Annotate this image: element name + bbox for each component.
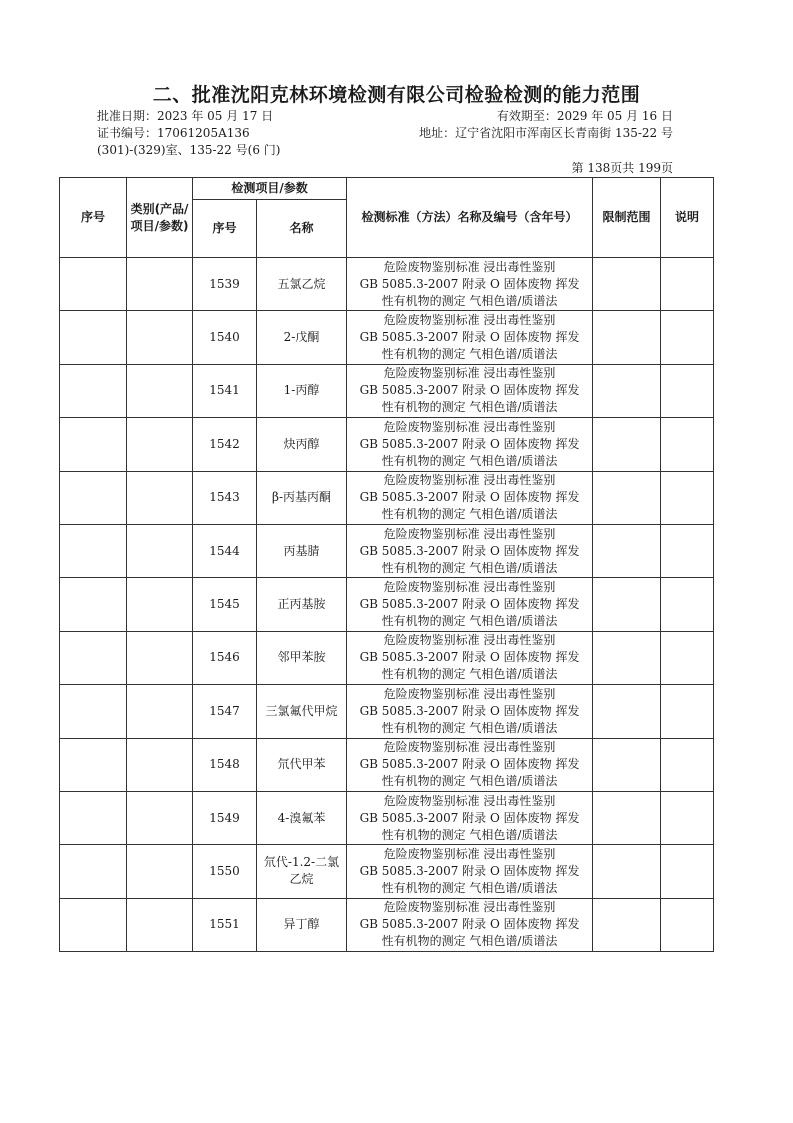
table-row (60, 631, 714, 684)
header-category: 类别(产品/项目/参数) (127, 178, 193, 258)
standard-line-3: 性有机物的测定 气相色谱/质谱法 (381, 774, 558, 789)
standard-line-1: 危险废物鉴别标准 浸出毒性鉴别 (383, 366, 556, 381)
standard-line-1: 危险废物鉴别标准 浸出毒性鉴别 (383, 580, 556, 595)
row-item-number: 1551 (193, 898, 257, 951)
standard-line-2: GB 5085.3-2007 附录 O 固体废物 挥发 (359, 276, 580, 291)
row-note (661, 898, 714, 951)
row-item-name: 邻甲苯胺 (257, 631, 347, 684)
row-category (127, 578, 193, 631)
row-note (661, 631, 714, 684)
row-note (661, 578, 714, 631)
standard-line-1: 危险废物鉴别标准 浸出毒性鉴别 (383, 686, 556, 701)
row-category (127, 791, 193, 844)
row-seq (60, 898, 127, 951)
row-note (661, 845, 714, 898)
header-item-name: 名称 (257, 200, 347, 258)
row-item-name: 氘代甲苯 (257, 738, 347, 791)
row-limit (593, 845, 661, 898)
row-limit (593, 311, 661, 364)
row-category (127, 524, 193, 577)
standard-line-2: GB 5085.3-2007 附录 O 固体废物 挥发 (359, 810, 580, 825)
standard-line-3: 性有机物的测定 气相色谱/质谱法 (381, 347, 558, 362)
header-item-group: 检测项目/参数 (193, 178, 347, 200)
table-row (60, 311, 714, 364)
address-continued: (301)-(329)室、135-22 号(6 门) (97, 143, 281, 157)
row-item-number: 1540 (193, 311, 257, 364)
row-category (127, 631, 193, 684)
standard-line-1: 危险废物鉴别标准 浸出毒性鉴别 (383, 900, 556, 915)
row-seq (60, 685, 127, 738)
cert-number: 证书编号：17061205A136 (97, 126, 250, 140)
table-row (60, 364, 714, 417)
row-standard (347, 685, 593, 738)
row-standard (347, 258, 593, 311)
row-item-name: 4-溴氟苯 (257, 791, 347, 844)
row-note (661, 524, 714, 577)
row-note (661, 311, 714, 364)
row-item-number: 1539 (193, 258, 257, 311)
row-item-name: 五氯乙烷 (257, 258, 347, 311)
standard-line-2: GB 5085.3-2007 附录 O 固体废物 挥发 (359, 917, 580, 932)
row-standard (347, 845, 593, 898)
page-info: 第 138页共 199页 (571, 161, 673, 175)
standard-line-2: GB 5085.3-2007 附录 O 固体废物 挥发 (359, 436, 580, 451)
row-item-name: β-丙基丙酮 (257, 471, 347, 524)
standard-line-3: 性有机物的测定 气相色谱/质谱法 (381, 667, 558, 682)
standard-line-1: 危险废物鉴别标准 浸出毒性鉴别 (383, 526, 556, 541)
table-row (60, 685, 714, 738)
standard-line-2: GB 5085.3-2007 附录 O 固体废物 挥发 (359, 597, 580, 612)
row-note (661, 791, 714, 844)
row-item-name: 丙基腈 (257, 524, 347, 577)
standard-line-3: 性有机物的测定 气相色谱/质谱法 (381, 614, 558, 629)
row-standard (347, 471, 593, 524)
row-note (661, 471, 714, 524)
row-category (127, 471, 193, 524)
standard-line-3: 性有机物的测定 气相色谱/质谱法 (381, 880, 558, 895)
standard-line-2: GB 5085.3-2007 附录 O 固体废物 挥发 (359, 383, 580, 398)
row-item-number: 1546 (193, 631, 257, 684)
row-seq (60, 471, 127, 524)
row-item-number: 1544 (193, 524, 257, 577)
row-standard (347, 791, 593, 844)
row-limit (593, 471, 661, 524)
header-note: 说明 (661, 178, 714, 258)
row-standard (347, 418, 593, 471)
table-row (60, 898, 714, 951)
standard-line-2: GB 5085.3-2007 附录 O 固体废物 挥发 (359, 650, 580, 665)
row-seq (60, 791, 127, 844)
row-item-name: 2-戊酮 (257, 311, 347, 364)
address: 地址：辽宁省沈阳市浑南区长青南街 135-22 号 (419, 126, 673, 140)
row-seq (60, 578, 127, 631)
row-category (127, 311, 193, 364)
row-limit (593, 364, 661, 417)
row-note (661, 258, 714, 311)
row-standard (347, 364, 593, 417)
row-standard (347, 738, 593, 791)
row-limit (593, 685, 661, 738)
row-category (127, 845, 193, 898)
valid-until: 有效期至：2029 年 05 月 16 日 (496, 109, 673, 123)
row-standard (347, 898, 593, 951)
row-item-name: 正丙基胺 (257, 578, 347, 631)
row-item-number: 1548 (193, 738, 257, 791)
standard-line-1: 危险废物鉴别标准 浸出毒性鉴别 (383, 740, 556, 755)
row-item-number: 1541 (193, 364, 257, 417)
table-row (60, 791, 714, 844)
table-row (60, 258, 714, 311)
row-limit (593, 524, 661, 577)
standard-line-2: GB 5085.3-2007 附录 O 固体废物 挥发 (359, 490, 580, 505)
standard-line-2: GB 5085.3-2007 附录 O 固体废物 挥发 (359, 330, 580, 345)
row-seq (60, 738, 127, 791)
row-seq (60, 311, 127, 364)
standard-line-3: 性有机物的测定 气相色谱/质谱法 (381, 453, 558, 468)
standard-line-3: 性有机物的测定 气相色谱/质谱法 (381, 934, 558, 949)
row-category (127, 364, 193, 417)
row-limit (593, 791, 661, 844)
row-item-name: 三氯氟代甲烷 (257, 685, 347, 738)
standard-line-1: 危险废物鉴别标准 浸出毒性鉴别 (383, 259, 556, 274)
row-category (127, 738, 193, 791)
row-item-name: 炔丙醇 (257, 418, 347, 471)
standard-line-1: 危险废物鉴别标准 浸出毒性鉴别 (383, 473, 556, 488)
row-note (661, 364, 714, 417)
row-item-name: 1-丙醇 (257, 364, 347, 417)
row-seq (60, 524, 127, 577)
row-standard (347, 524, 593, 577)
row-limit (593, 578, 661, 631)
standard-line-2: GB 5085.3-2007 附录 O 固体废物 挥发 (359, 543, 580, 558)
row-item-number: 1550 (193, 845, 257, 898)
header-limit: 限制范围 (593, 178, 661, 258)
table-body (60, 258, 714, 952)
row-category (127, 685, 193, 738)
table-row (60, 845, 714, 898)
table-row (60, 418, 714, 471)
approve-date: 批准日期：2023 年 05 月 17 日 (97, 109, 274, 123)
row-item-name: 氘代-1.2-二氯乙烷 (257, 845, 347, 898)
row-category (127, 258, 193, 311)
row-item-number: 1549 (193, 791, 257, 844)
row-seq (60, 631, 127, 684)
standard-line-1: 危险废物鉴别标准 浸出毒性鉴别 (383, 419, 556, 434)
table-row (60, 524, 714, 577)
row-limit (593, 258, 661, 311)
header-item-seq: 序号 (193, 200, 257, 258)
standard-line-1: 危险废物鉴别标准 浸出毒性鉴别 (383, 313, 556, 328)
standard-line-3: 性有机物的测定 气相色谱/质谱法 (381, 827, 558, 842)
standard-line-1: 危险废物鉴别标准 浸出毒性鉴别 (383, 846, 556, 861)
row-item-number: 1543 (193, 471, 257, 524)
page-title: 二、批准沈阳克林环境检测有限公司检验检测的能力范围 (152, 84, 641, 106)
row-standard (347, 578, 593, 631)
row-seq (60, 418, 127, 471)
row-limit (593, 631, 661, 684)
row-seq (60, 364, 127, 417)
standard-line-2: GB 5085.3-2007 附录 O 固体废物 挥发 (359, 703, 580, 718)
capability-table (59, 177, 714, 952)
standard-line-3: 性有机物的测定 气相色谱/质谱法 (381, 560, 558, 575)
row-standard (347, 631, 593, 684)
row-note (661, 738, 714, 791)
row-note (661, 418, 714, 471)
standard-line-2: GB 5085.3-2007 附录 O 固体废物 挥发 (359, 757, 580, 772)
standard-line-3: 性有机物的测定 气相色谱/质谱法 (381, 720, 558, 735)
row-note (661, 685, 714, 738)
standard-line-3: 性有机物的测定 气相色谱/质谱法 (381, 507, 558, 522)
row-item-number: 1547 (193, 685, 257, 738)
standard-line-1: 危险废物鉴别标准 浸出毒性鉴别 (383, 633, 556, 648)
row-item-number: 1545 (193, 578, 257, 631)
standard-line-3: 性有机物的测定 气相色谱/质谱法 (381, 293, 558, 308)
row-limit (593, 418, 661, 471)
header-standard: 检测标准（方法）名称及编号（含年号） (347, 178, 593, 258)
table-row (60, 471, 714, 524)
row-category (127, 418, 193, 471)
row-item-name: 异丁醇 (257, 898, 347, 951)
row-category (127, 898, 193, 951)
row-item-number: 1542 (193, 418, 257, 471)
standard-line-1: 危险废物鉴别标准 浸出毒性鉴别 (383, 793, 556, 808)
table-row (60, 578, 714, 631)
row-seq (60, 258, 127, 311)
row-seq (60, 845, 127, 898)
row-standard (347, 311, 593, 364)
header-seq: 序号 (60, 178, 127, 258)
row-limit (593, 738, 661, 791)
table-row (60, 738, 714, 791)
standard-line-3: 性有机物的测定 气相色谱/质谱法 (381, 400, 558, 415)
row-limit (593, 898, 661, 951)
standard-line-2: GB 5085.3-2007 附录 O 固体废物 挥发 (359, 863, 580, 878)
